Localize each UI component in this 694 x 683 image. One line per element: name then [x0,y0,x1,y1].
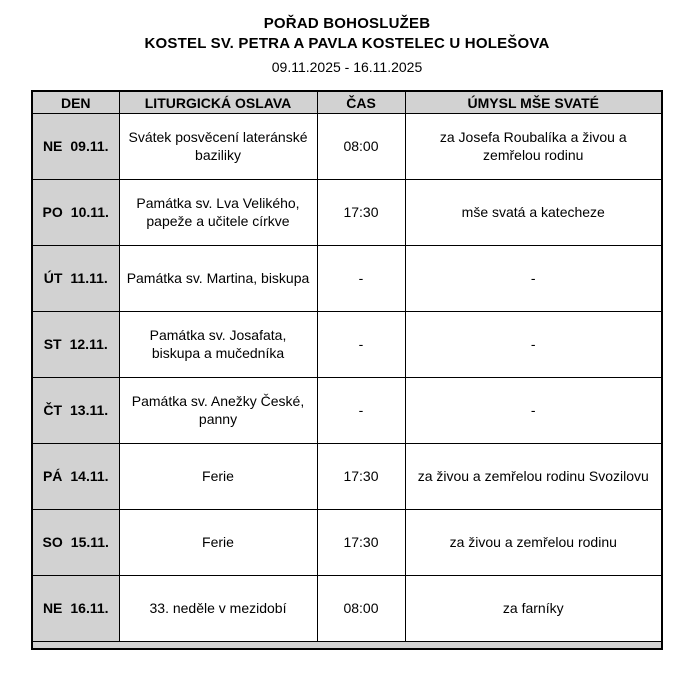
day-cell [32,311,119,377]
intention-cell: - [405,311,662,377]
table-row [32,443,662,509]
celebration-cell: Památka sv. Josafata, biskupa a mučedníka [119,311,317,377]
day-date: 10.11. [70,204,109,221]
table-row [32,113,662,179]
celebration-cell: Památka sv. Anežky České, panny [119,377,317,443]
day-date: 11.11. [70,270,108,287]
day-abbreviation: SO [42,534,63,551]
time-cell: 17:30 [317,179,405,245]
day-cell [32,377,119,443]
time-cell: 17:30 [317,443,405,509]
day-cell [32,245,119,311]
time-cell: - [317,377,405,443]
intention-cell: za živou a zemřelou rodinu [405,509,662,575]
table-header-row [32,91,662,113]
time-cell: - [317,245,405,311]
intention-cell: za živou a zemřelou rodinu Svozilovu [405,443,662,509]
day-date: 15.11. [70,534,109,551]
day-abbreviation: ÚT [43,270,63,287]
table-row [32,509,662,575]
day-date: 09.11. [70,138,109,155]
day-abbreviation: ST [43,336,62,353]
day-cell [32,443,119,509]
intention-cell: za farníky [405,575,662,641]
day-cell [32,575,119,641]
church-name: KOSTEL SV. PETRA A PAVLA KOSTELEC U HOLEŠOVA [144,35,550,53]
column-header-celebration: LITURGICKÁ OSLAVA [119,91,317,113]
day-abbreviation: ČT [43,402,62,419]
document-header [0,14,694,76]
intention-cell: - [405,377,662,443]
celebration-cell: Svátek posvěcení lateránské baziliky [119,113,317,179]
day-abbreviation: PÁ [42,468,63,485]
day-date: 12.11. [69,336,108,353]
celebration-cell: Ferie [119,443,317,509]
column-header-intention: ÚMYSL MŠE SVATÉ [405,91,662,113]
table-row [32,245,662,311]
day-abbreviation: NE [42,600,63,617]
column-header-time: ČAS [317,91,405,113]
time-cell: 17:30 [317,509,405,575]
table-row [32,179,662,245]
date-range: 09.11.2025 - 16.11.2025 [271,58,423,75]
time-cell: 08:00 [317,113,405,179]
day-cell [32,509,119,575]
table-row [32,575,662,641]
mass-schedule-table [31,90,663,650]
time-cell: 08:00 [317,575,405,641]
celebration-cell: Památka sv. Lva Velikého, papeže a učitele církve [119,179,317,245]
table-row [32,311,662,377]
table-footer-strip [32,641,662,649]
document-title: POŘAD BOHOSLUŽEB [263,15,431,32]
day-cell [32,113,119,179]
intention-cell: za Josefa Roubalíka a živou a zemřelou rodinu [405,113,662,179]
day-abbreviation: NE [42,138,63,155]
day-abbreviation: PO [42,204,63,221]
day-date: 13.11. [70,402,109,419]
day-date: 16.11. [70,600,109,617]
intention-cell: mše svatá a katecheze [405,179,662,245]
day-date: 14.11. [70,468,109,485]
day-cell [32,179,119,245]
time-cell: - [317,311,405,377]
table-row [32,377,662,443]
celebration-cell: Ferie [119,509,317,575]
column-header-day: DEN [32,91,119,113]
celebration-cell: Památka sv. Martina, biskupa [119,245,317,311]
intention-cell: - [405,245,662,311]
footer-gray-strip [32,641,662,649]
celebration-cell: 33. neděle v mezidobí [119,575,317,641]
